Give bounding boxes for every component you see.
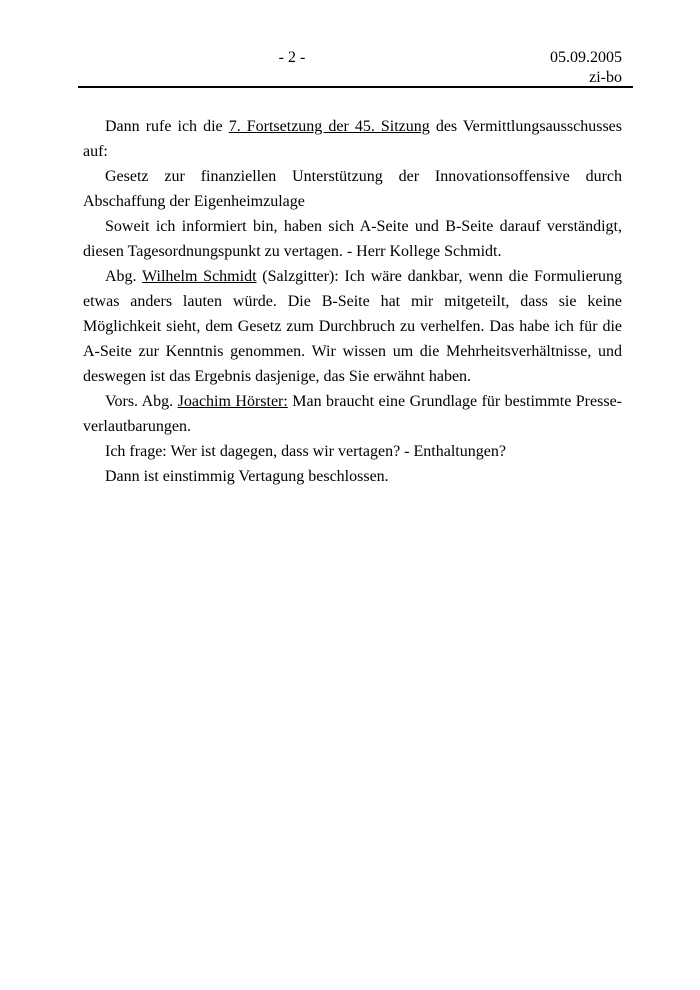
paragraph-opening [83, 114, 622, 164]
text-run: Abg. [105, 268, 143, 285]
text-run: des Vermittlungsausschusses auf: [83, 118, 622, 160]
underlined-speaker-name: Joachim Hörster: [177, 393, 288, 410]
text-run: Dann rufe ich die [105, 118, 229, 135]
header-divider [78, 86, 633, 88]
text-run: Dann ist einstimmig Vertagung beschlossen. [105, 468, 389, 485]
paragraph-frage [83, 439, 622, 464]
text-run: Gesetz zur finanziellen Unterstützung der Innovationsoffensive durch Abschaffung der Eigenheimzulage [83, 168, 622, 210]
underlined-text-run: 7. Fortsetzung der 45. Sitzung [228, 118, 430, 135]
text-run: Vors. Abg. [105, 393, 178, 410]
text-run: Ich frage: Wer ist dagegen, dass wir vertagen? - Enthaltungen? [105, 443, 506, 460]
paragraph-soweit [83, 214, 622, 264]
text-run: Man braucht eine Grundlage für bestimmte Presseverlautbarungen. [83, 393, 622, 435]
paragraph-schmidt-statement [83, 264, 622, 389]
paragraph-beschluss [83, 464, 622, 489]
paragraph-law-title [83, 164, 622, 214]
header-right-block [550, 48, 622, 88]
header-author-initials: zi-bo [589, 69, 622, 86]
text-run: (Salzgitter): Ich wäre dankbar, wenn die Formulierung etwas anders lauten würde. Die B-Seite hat mir mitgeteilt, dass sie keine Möglichkeit sieht, dem Gesetz zum Durchbruch zu verhelfen. Das habe ich für die A-Seite zur Kenntnis genommen. Wir wissen um die Mehrheitsverhältnisse, und deswegen ist das Ergebnis dasjenige, das Sie erwähnt haben. [83, 268, 622, 385]
paragraph-hoerster-statement [83, 389, 622, 439]
document-body [83, 114, 622, 489]
underlined-speaker-name: Wilhelm Schmidt [142, 268, 257, 285]
text-run: Soweit ich informiert bin, haben sich A-Seite und B-Seite darauf verständigt, diesen Tagesordnungspunkt zu vertagen. - Herr Kollege Schmidt. [83, 218, 622, 260]
header-date: 05.09.2005 [550, 49, 622, 66]
page-number: - 2 - [278, 49, 306, 66]
